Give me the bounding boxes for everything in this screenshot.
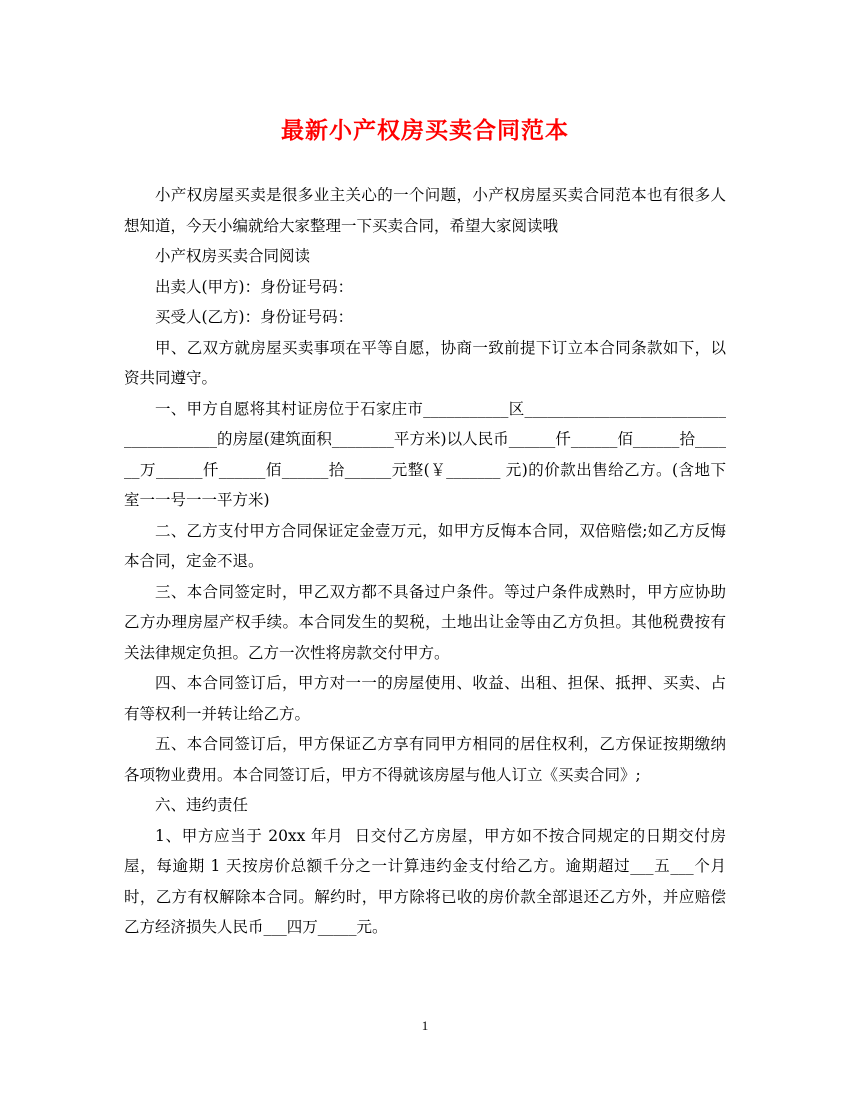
clause-1: 一、甲方自愿将其村证房位于石家庄市___________区______________________________________的房屋(建筑面积________平方米)以人民币______仟______佰______拾______万______仟______佰______拾______元整(￥_______ 元)的价款出售给乙方。(含地下室一一号一一平方米) [124,399,726,509]
paragraph-buyer: 买受人(乙方)：身份证号码： [155,308,354,326]
paragraph-intro: 小产权房屋买卖是很多业主关心的一个问题，小产权房屋买卖合同范本也有很多人想知道，今天小编就给大家整理一下买卖合同，希望大家阅读哦 [124,186,726,235]
clause-4: 四、本合同签订后，甲方对一一的房屋使用、收益、出租、担保、抵押、买卖、占有等权利一并转让给乙方。 [124,674,726,723]
document-body [124,180,726,943]
clause-6-1: 1、甲方应当于 20xx 年月 日交付乙方房屋，甲方如不按合同规定的日期交付房屋，每逾期 1 天按房价总额千分之一计算违约金支付给乙方。逾期超过___五___个月时，乙方有权解除本合同。解约时，甲方除将已收的房价款全部退还乙方外，并应赔偿乙方经济损失人民币___四万_____元。 [124,826,726,936]
clause-3: 三、本合同签定时，甲乙双方都不具备过户条件。等过户条件成熟时，甲方应协助乙方办理房屋产权手续。本合同发生的契税，土地出让金等由乙方负担。其他税费按有关法律规定负担。乙方一次性将房款交付甲方。 [124,582,726,662]
clause-6-heading: 六、违约责任 [155,796,249,814]
document-title: 最新小产权房买卖合同范本 [281,117,569,144]
clause-5: 五、本合同签订后，甲方保证乙方享有同甲方相同的居住权利，乙方保证按期缴纳各项物业费用。本合同签订后，甲方不得就该房屋与他人订立《买卖合同》; [124,735,726,784]
paragraph-preamble: 甲、乙双方就房屋买卖事项在平等自愿，协商一致前提下订立本合同条款如下，以资共同遵守。 [124,338,726,387]
clause-2: 二、乙方支付甲方合同保证定金壹万元，如甲方反悔本合同，双倍赔偿;如乙方反悔本合同，定金不退。 [124,521,726,570]
page-number: 1 [421,1018,429,1033]
paragraph-heading: 小产权房买卖合同阅读 [155,247,311,265]
paragraph-seller: 出卖人(甲方)：身份证号码： [155,277,354,296]
